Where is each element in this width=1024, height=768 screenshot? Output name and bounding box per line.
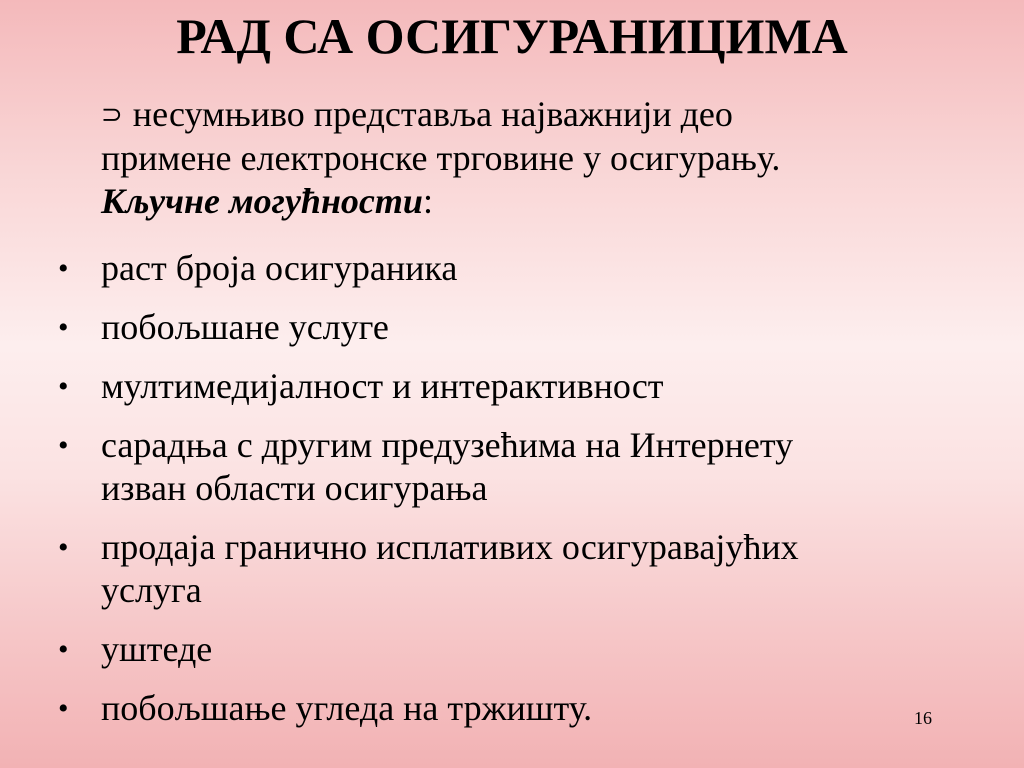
list-item-text-continued: изван области осигурања <box>101 468 488 508</box>
bullet-icon: • <box>58 252 69 285</box>
list-item-text: раст броја осигураника <box>101 248 458 288</box>
list-item-text: сарадња с другим предузећима на Интернету <box>101 425 794 465</box>
intro-text-1: несумњиво представља најважнији део <box>132 94 733 134</box>
key-capabilities-heading: Кључне могућности <box>101 181 423 221</box>
bullet-icon: • <box>58 633 69 666</box>
list-item-text-continued: услуга <box>101 570 202 610</box>
bullet-icon: • <box>58 311 69 344</box>
superset-symbol-icon: ⊃ <box>101 100 123 130</box>
intro-paragraph <box>101 93 1001 223</box>
key-capabilities-colon: : <box>422 181 433 221</box>
list-item-text: уштеде <box>101 629 213 669</box>
intro-line-2: примене електронске трговине у осигурању. <box>101 138 781 178</box>
slide-title: РАД СА ОСИГУРАНИЦИМА <box>176 8 848 64</box>
page-number: 16 <box>914 708 932 728</box>
bullet-icon: • <box>58 370 69 403</box>
list-item-text: побољшане услуге <box>101 307 389 347</box>
intro-line-1 <box>101 93 1001 137</box>
bullet-icon: • <box>58 531 69 564</box>
list-item <box>0 628 1024 671</box>
list-item <box>0 526 1024 612</box>
bullet-icon: • <box>58 692 69 725</box>
list-item-text: мултимедијалност и интерактивност <box>101 366 664 406</box>
bullet-icon: • <box>58 429 69 462</box>
list-item <box>0 306 1024 349</box>
intro-line-3 <box>101 180 1001 223</box>
list-item <box>0 365 1024 408</box>
list-item-text: побољшање угледа на тржишту. <box>101 688 593 728</box>
list-item <box>0 247 1024 290</box>
list-item <box>0 687 1024 730</box>
capabilities-list <box>0 247 1024 746</box>
list-item-text: продаја гранично исплативих осигуравајућих <box>101 527 799 567</box>
list-item <box>0 424 1024 510</box>
